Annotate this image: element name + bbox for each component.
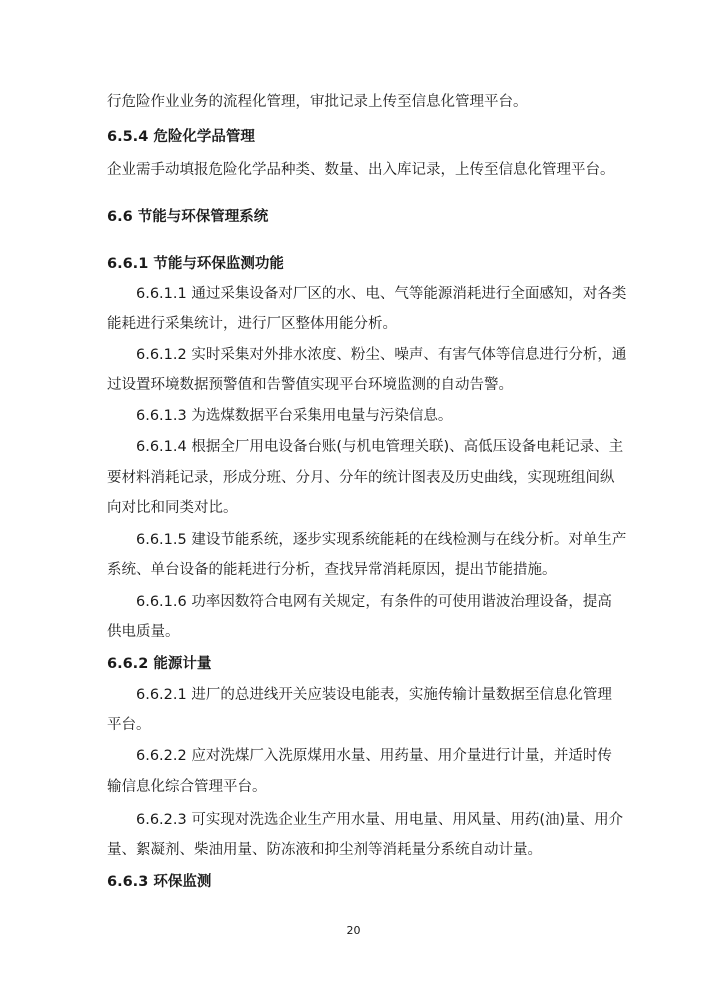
paragraph-line: 6.6.1.3 为选煤数据平台采集用电量与污染信息。 <box>136 408 453 424</box>
paragraph-line: 6.6.1.1 通过采集设备对厂区的水、电、气等能源消耗进行全面感知，对各类 <box>136 286 627 302</box>
paragraph-line: 6.6.1.6 功率因数符合电网有关规定，有条件的可使用谐波治理设备，提高 <box>136 594 612 610</box>
section-heading-6-6-1: 6.6.1 节能与环保监测功能 <box>107 256 284 272</box>
paragraph-line: 向对比和同类对比。 <box>107 500 238 516</box>
paragraph-line: 量、絮凝剂、柴油用量、防冻液和抑尘剂等消耗量分系统自动计量。 <box>107 842 542 858</box>
paragraph-line: 6.6.1.2 实时采集对外排水浓度、粉尘、噪声、有害气体等信息进行分析，通 <box>136 347 627 363</box>
paragraph-line: 过设置环境数据预警值和告警值实现平台环境监测的自动告警。 <box>107 377 513 393</box>
page-number: 20 <box>346 924 361 937</box>
section-heading-6-5-4: 6.5.4 危险化学品管理 <box>107 129 255 145</box>
section-heading-6-6-2: 6.6.2 能源计量 <box>107 656 212 672</box>
paragraph-line: 能耗进行采集统计，进行厂区整体用能分析。 <box>107 316 397 332</box>
paragraph-line: 6.6.1.5 建设节能系统，逐步实现系统能耗的在线检测与在线分析。对单生产 <box>136 532 627 548</box>
paragraph-line: 平台。 <box>107 717 151 733</box>
paragraph-line: 系统、单台设备的能耗进行分析，查找异常消耗原因，提出节能措施。 <box>107 562 557 578</box>
paragraph-line: 6.6.2.1 进厂的总进线开关应装设电能表，实施传输计量数据至信息化管理 <box>136 687 612 703</box>
paragraph-line: 要材料消耗记录，形成分班、分月、分年的统计图表及历史曲线，实现班组间纵 <box>107 470 615 486</box>
paragraph-line: 6.6.2.2 应对洗煤厂入洗原煤用水量、用药量、用介量进行计量，并适时传 <box>136 748 612 764</box>
section-heading-6-6: 6.6 节能与环保管理系统 <box>107 209 269 225</box>
paragraph-line: 行危险作业业务的流程化管理，审批记录上传至信息化管理平台。 <box>107 94 528 110</box>
section-heading-6-6-3: 6.6.3 环保监测 <box>107 874 212 890</box>
paragraph-line: 输信息化综合管理平台。 <box>107 779 267 795</box>
paragraph-line: 6.6.1.4 根据全厂用电设备台账(与机电管理关联)、高低压设备电耗记录、主 <box>136 439 624 455</box>
paragraph-line: 6.6.2.3 可实现对洗选企业生产用水量、用电量、用风量、用药(油)量、用介 <box>136 812 624 828</box>
paragraph-line: 企业需手动填报危险化学品种类、数量、出入库记录，上传至信息化管理平台。 <box>107 162 615 178</box>
paragraph-line: 供电质量。 <box>107 624 180 640</box>
